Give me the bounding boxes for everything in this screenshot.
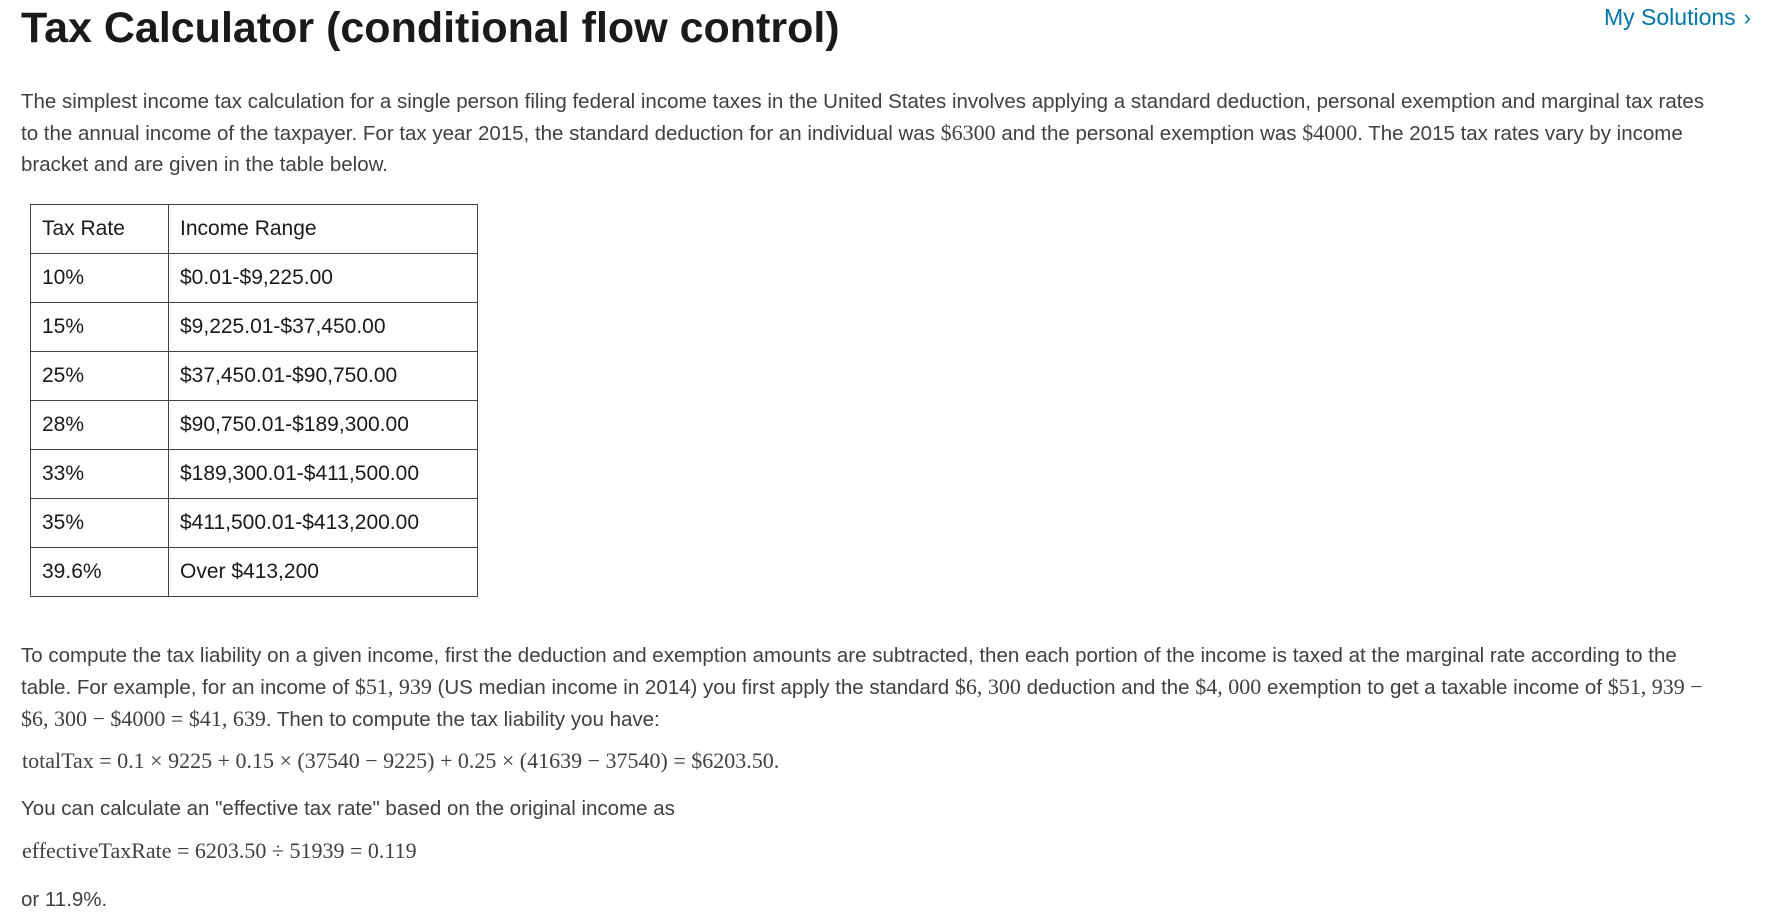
deduction-amount: $6300 [940,120,996,145]
income-range-cell: Over $413,200 [169,548,478,597]
table-row [31,450,478,499]
exemption-amount: $4000 [1302,120,1358,145]
income-range-cell: $0.01-$9,225.00 [169,254,478,303]
table-row [31,548,478,597]
example-text-3: deduction and the [1020,676,1196,699]
table-header-row [31,205,478,254]
income-range-cell: $411,500.01-$413,200.00 [169,499,478,548]
intro-text-1: The simplest income tax calculation for a single person filing federal income taxes in the United States involves applying a standard deduction, personal exemption and marginal tax rates to the annual income of the taxpayer. For tax year 2015, the standard deduction for an individual was [21,90,1705,145]
standard-deduction: $6, 300 [954,674,1021,699]
tax-rate-cell: 25% [31,352,169,401]
example-text-5: . Then to compute the tax liability you have: [265,708,660,731]
tax-rate-cell: 10% [31,254,169,303]
tax-rate-cell: 28% [31,401,169,450]
table-row [31,401,478,450]
income-range-cell: $90,750.01-$189,300.00 [169,401,478,450]
income-range-cell: $9,225.01-$37,450.00 [169,303,478,352]
effective-rate-intro: You can calculate an "effective tax rate" based on the original income as [21,797,675,820]
intro-text-3: . The 2015 tax rates vary by income bracket and are given in the table below. [21,122,1683,176]
closing-text: or 11.9%. [21,888,108,911]
income-range-cell: $37,450.01-$90,750.00 [169,352,478,401]
tax-rate-cell: 15% [31,303,169,352]
income-range-cell: $189,300.01-$411,500.00 [169,450,478,499]
column-header-tax-rate: Tax Rate [31,205,169,254]
table-row [31,303,478,352]
my-solutions-label: My Solutions [1604,4,1736,30]
intro-paragraph [21,86,1711,180]
intro-text-2: and the personal exemption was [995,122,1303,145]
table-row [31,499,478,548]
example-text-2: (US median income in 2014) you first apply the standard [431,676,955,699]
tax-rate-cell: 35% [31,499,169,548]
tax-rate-table [30,204,478,597]
example-paragraph [21,640,1711,735]
example-text-4: exemption to get a taxable income of [1261,676,1608,699]
median-income: $51, 939 [354,674,432,699]
column-header-income-range: Income Range [169,205,478,254]
table-row [31,352,478,401]
table-row [31,254,478,303]
total-tax-equation: totalTax = 0.1 × 9225 + 0.15 × (37540 − 9225) + 0.25 × (41639 − 37540) = $6203.50. [22,748,780,773]
tax-rate-cell: 39.6% [31,548,169,597]
tax-rate-cell: 33% [31,450,169,499]
taxable-income-equation: $51, 939 − $6, 300 − $4000 = $41, 639 [21,674,1703,731]
my-solutions-link[interactable] [1604,2,1751,33]
page-title: Tax Calculator (conditional flow control) [21,4,840,52]
effective-rate-equation: effectiveTaxRate = 6203.50 ÷ 51939 = 0.119 [22,838,417,863]
personal-exemption: $4, 000 [1195,674,1262,699]
example-text-1: To compute the tax liability on a given income, first the deduction and exemption amounts are subtracted, then each portion of the income is taxed at the marginal rate according to the table. For example, for an income of [21,644,1677,699]
chevron-right-icon: › [1743,5,1751,30]
